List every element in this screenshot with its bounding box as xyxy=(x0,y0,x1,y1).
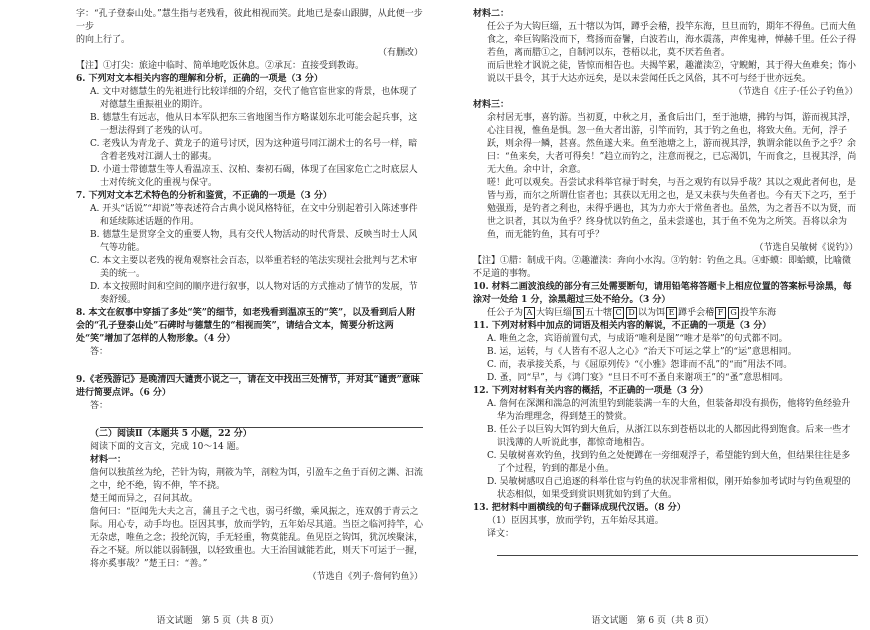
passage-ending xyxy=(76,8,423,47)
material-title: 材料一： xyxy=(90,455,127,465)
question-9 xyxy=(76,374,423,428)
option-a: A. 开头“话说”“却说”等表述符合古典小说风格特征，在文中分别起着引入陈述事件和延续陈述话题的作用。 xyxy=(90,204,418,227)
translation-answer-line[interactable] xyxy=(497,545,858,556)
material-source: （节选自吴敏树《说钓》） xyxy=(754,243,858,253)
material-2 xyxy=(473,21,858,86)
material-source: （节选自《庄子·任公子钓鱼》） xyxy=(733,87,858,97)
material-title: 材料二： xyxy=(473,9,510,19)
break-option-d[interactable]: D xyxy=(626,307,637,319)
text-line: 的向上行了。 xyxy=(76,35,131,45)
segment: 五十犗 xyxy=(585,308,613,318)
segment: 任公子为 xyxy=(487,308,524,318)
page-footer: 语文试题 第 5 页（共 8 页） xyxy=(156,616,279,626)
option-a: A. 文中对德慧生的先祖进行比较详细的介绍，交代了他官宦世家的背景，也体现了对德慧生重振祖业的期许。 xyxy=(90,87,418,110)
break-option-b[interactable]: B xyxy=(573,307,584,319)
question-stem: 9.《老残游记》是晚清四大谴责小说之一，请在文中找出三处情节，并对其“谴责”意味进行简要点评。（6 分） xyxy=(76,375,420,398)
material-paragraph: 任公子为大钩巨缁，五十犗以为饵，蹲乎会稽，投竿东海，旦旦而钓，期年不得鱼。已而大鱼食之，牵巨钩陷没而下，骛扬而奋鬐，白波若山，海水震荡，声侔鬼神，惮赫千里。任公子得若鱼，离而腊①之，自制河以东，苍梧以北，莫不厌若鱼者。 xyxy=(487,22,857,58)
break-option-e[interactable]: E xyxy=(666,307,677,319)
option-a: A. 詹何在深渊和湍急的河流里钓到能装满一车的大鱼，但装备却没有损伤，他将钓鱼经验升华为治理理念，得到楚王的赞赏。 xyxy=(487,399,851,422)
option-d: D. 蚤，同“早”，与《鸿门宴》“旦日不可不蚤自来谢项王”的“蚤”意思相同。 xyxy=(487,373,789,383)
question-stem: 7. 下列对文本艺术特色的分析和鉴赏，不正确的一项是（3 分） xyxy=(76,191,332,201)
question-stem: 8. 本文在叙事中穿插了多处“笑”的细节，如老残看到温凉玉的“笑”，以及看到后人附会的“孔子登泰山处”石碑时与德慧生的“相视而笑”，请结合文本，简要分析这两处“笑”增加了怎样的人物形象。（4 分） xyxy=(76,308,416,344)
material-1 xyxy=(76,467,423,571)
material-paragraph: 嗟！此可以观矣。吾尝试求科举官禄于时矣，与吾之观钓有以异乎哉？其以之观此者何也，是皆与焉，而尔之所谓仕宦者也；其获以无用之也，是又未获与失鱼者也。今有天下之巧，至于勉强焉，是钓者之利也，未得乎遇也，其为力亦大于常鱼者也。虽然，为之者吾不以为贤，而世之识者，其以为鱼乎？终身忧以钓鱼之，虽未尝遂也，其于鱼不免为之所笑。吾将以余为鱼，而无能钓鱼，其有可乎？ xyxy=(487,178,857,240)
segment: 蹲乎会稽 xyxy=(678,308,715,318)
option-d: D. 吴敏树感叹自己追逐的科举仕宦与钓鱼的状况非常相似，刚开始参加考试时与钓鱼观望的状态相似，如果受到赏识则犹如钓到了大鱼。 xyxy=(487,477,851,500)
question-13 xyxy=(473,502,858,556)
question-10 xyxy=(473,281,858,320)
option-a: A. 唯鱼之念，宾语前置句式，与成语“唯利是图”“唯才是举”的句式都不同。 xyxy=(487,334,788,344)
material-paragraph: 楚王闻而异之，召问其故。 xyxy=(90,494,199,504)
option-c: C. 老残认为青龙子、黄龙子的道号讨厌，因为这种道号同江湖术士的名号一样，暗含着老残对江湖人士的鄙夷。 xyxy=(90,139,418,162)
break-option-f[interactable]: F xyxy=(715,307,726,319)
annotation: 【注】①腊：制成干肉。②趣灌渎：奔向小水沟。③钓射：钓鱼之具。④虾蟆：即蛤蟆，比喻微不足道的事物。 xyxy=(473,256,852,279)
question-stem: 10. 材料二画波浪线的部分有三处需要断句，请用铅笔将答题卡上相应位置的答案标号涂黑，每涂对一处给 1 分，涂黑超过三处不给分。（3 分） xyxy=(473,282,852,305)
material-paragraph: 余村居无事，喜钓游。当初夏，中秋之月，蚤食后出门，至于池塘，拂钓与饵，游而视其浮，心注目视，惟鱼是惧。忽一鱼大者出游，引竿而钓，其于钓之鱼也，将致大鱼。无何，浮子跃，则余得一鳞，甚喜。然鱼遂大来。鱼至池塘之上，游而视其浮，孰谓余能以鱼予之乎？余曰：“鱼来矣，大者可得矣！”趋立而钓之，注意而视之，已忘渴饥，午而食之，旦视其浮，尚无大鱼。余中计，余意。 xyxy=(487,113,857,175)
answer-label: 答： xyxy=(90,401,109,411)
material-paragraph: 而后世辁才讽说之徒，皆惊而相告也。夫揭竿累，趣灌渎②，守鲵鲋，其于得大鱼难矣；饰小说以干县令，其于大达亦远矣，是以未尝闻任氏之风俗，其不可与经于世亦远矣。 xyxy=(487,61,857,84)
option-b: B. 德慧生是贯穿全文的重要人物，具有交代人物活动的时代背景、反映当时士人风气等功能。 xyxy=(90,230,418,253)
question-12 xyxy=(473,385,858,502)
option-d: D. 小道士带德慧生等人看温凉玉、汉柏、秦初石碣，体现了在国家危亡之时底层人士对传统文化的重视与保守。 xyxy=(90,165,418,188)
question-stem: 13. 把材料中画横线的句子翻译成现代汉语。（8 分） xyxy=(473,503,686,513)
break-option-g[interactable]: G xyxy=(728,307,739,319)
material-paragraph: 詹何曰：“臣闻先大夫之言，蒲且子之弋也，弱弓纤缴，乘风振之，连双鸧于青云之际。用心专，动手均也。臣因其事，放而学钓，五年始尽其道。当臣之临河持竿，心无杂虑，唯鱼之念；投纶沉钩，手无轻重，物莫能乱。鱼见臣之钩饵，犹沉埃聚沫，吞之不疑。所以能以弱制强，以轻致重也。大王治国诚能若此，则天下可运于一握，将亦奚事哉？”楚王曰：“善。” xyxy=(90,507,424,569)
source-note: （有删改） xyxy=(377,48,423,58)
break-option-a[interactable]: A xyxy=(524,307,535,319)
question-11 xyxy=(473,320,858,385)
material-source: （节选自《列子·詹何钓鱼》） xyxy=(307,572,423,582)
question-8 xyxy=(76,307,423,374)
break-option-c[interactable]: C xyxy=(613,307,624,319)
annotation: 【注】①打尖：旅途中临时、简单地吃饭休息。②承瓦：直接受到教诲。 xyxy=(76,61,365,71)
segment: 以为饵 xyxy=(638,308,666,318)
page-footer: 语文试题 第 6 页（共 8 页） xyxy=(591,616,714,626)
question-7 xyxy=(76,190,423,307)
material-3 xyxy=(473,112,858,242)
segmentation-sentence xyxy=(473,307,858,320)
answer-label: 答： xyxy=(90,347,109,357)
question-stem: 11. 下列对材料中加点的词语及相关内容的解说，不正确的一项是（3 分） xyxy=(473,321,772,331)
option-d: D. 本文按照时间和空间的顺序进行叙事，以人物对话的方式推动了情节的发展，节奏舒缓。 xyxy=(90,282,418,305)
option-b: B. 任公子以巨钩大饵钓到大鱼后，从浙江以东到苍梧以北的人都因此得到饱食。后来一些才识浅薄的人听说此事，都惊奇地相告。 xyxy=(487,425,851,448)
option-c: C. 而，表承接关系，与《屈原列传》“《小雅》怨诽而不乱”的“而”用法不同。 xyxy=(487,360,793,370)
option-c: C. 本文主要以老残的视角观察社会百态，以举重若轻的笔法实现社会批判与艺术审美的统一。 xyxy=(90,256,418,279)
translation-label: 译文： xyxy=(487,529,515,539)
translation-item: （1）臣因其事，放而学钓，五年始尽其道。 xyxy=(487,516,664,526)
option-b: B. 德慧生有远志，他从日本军队把东三省地图当作方略谋划东北可能会起兵事，这一想法得到了老残的认可。 xyxy=(90,113,418,136)
section-intro: 阅读下面的文言文，完成 10～14 题。 xyxy=(90,442,245,452)
answer-line[interactable] xyxy=(100,417,423,428)
material-title: 材料三： xyxy=(473,100,510,110)
material-paragraph: 詹何以独茧丝为纶，芒针为钩，荆筱为竿，剖粒为饵，引盈车之鱼于百仞之渊、汩流之中，纶不绝，钩不伸，竿不挠。 xyxy=(90,468,424,491)
section-heading: （二）阅读Ⅱ（本题共 5 小题，22 分） xyxy=(90,429,252,439)
question-stem: 12. 下列对材料有关内容的概括，不正确的一项是（3 分） xyxy=(473,386,709,396)
question-6 xyxy=(76,73,423,190)
segment: 大钩巨缁 xyxy=(536,308,573,318)
option-b: B. 运，运转，与《人皆有不忍人之心》“治天下可运之掌上”的“运”意思相同。 xyxy=(487,347,797,357)
answer-line[interactable] xyxy=(100,363,423,374)
text-line: 字：“孔子登泰山处。”慧生指与老残看，彼此相视而笑。此地已是泰山跟脚，从此便一步一步 xyxy=(76,9,423,32)
page-right xyxy=(435,0,870,630)
segment: 投竿东海 xyxy=(740,308,777,318)
option-c: C. 吴敏树喜欢钓鱼，找到钓鱼之处便蹲在一旁细观浮子，希望能钓到大鱼，但结果往往是多了个过程，钓到的都是小鱼。 xyxy=(487,451,851,474)
question-stem: 6. 下列对文本相关内容的理解和分析，正确的一项是（3 分） xyxy=(76,74,323,84)
